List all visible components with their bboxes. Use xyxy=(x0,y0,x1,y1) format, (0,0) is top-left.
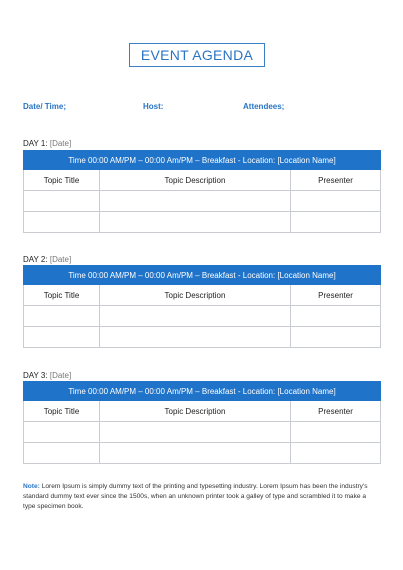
day-3-date-placeholder: [Date] xyxy=(49,371,72,380)
column-header-topic-title: Topic Title xyxy=(24,170,100,191)
day-2-label: DAY 2: xyxy=(23,255,48,264)
topic-description-cell[interactable] xyxy=(100,212,291,233)
topic-title-cell[interactable] xyxy=(24,443,100,464)
table-row xyxy=(24,306,381,327)
day-1-time-location-band: Time 00:00 AM/PM – 00:00 Am/PM – Breakfast - Location: [Location Name] xyxy=(24,151,381,170)
day-2-time-location-band: Time 00:00 AM/PM – 00:00 Am/PM – Breakfast - Location: [Location Name] xyxy=(24,266,381,285)
attendees-label: Attendees; xyxy=(243,102,285,111)
topic-title-cell[interactable] xyxy=(24,306,100,327)
day-3-time-location-band: Time 00:00 AM/PM – 00:00 Am/PM – Breakfast - Location: [Location Name] xyxy=(24,382,381,401)
presenter-cell[interactable] xyxy=(291,327,381,348)
topic-title-cell[interactable] xyxy=(24,212,100,233)
topic-description-cell[interactable] xyxy=(100,306,291,327)
topic-title-cell[interactable] xyxy=(24,422,100,443)
presenter-cell[interactable] xyxy=(291,306,381,327)
column-header-presenter: Presenter xyxy=(291,285,381,306)
note-text: Lorem Ipsum is simply dummy text of the printing and typesetting industry. Lorem Ipsum has been the industry's standard dummy text ever since the 1500s, when an unknown printer took a galley of type and scrambled it to make a type specimen book. xyxy=(23,483,368,510)
note-paragraph xyxy=(23,482,380,512)
presenter-cell[interactable] xyxy=(291,443,381,464)
note-label: Note: xyxy=(23,483,40,490)
topic-description-cell[interactable] xyxy=(100,443,291,464)
column-header-topic-title: Topic Title xyxy=(24,285,100,306)
day-1-label: DAY 1: xyxy=(23,139,48,148)
presenter-cell[interactable] xyxy=(291,422,381,443)
column-header-topic-description: Topic Description xyxy=(100,401,291,422)
topic-description-cell[interactable] xyxy=(100,327,291,348)
page-title: EVENT AGENDA xyxy=(129,43,265,67)
day-2-heading xyxy=(23,255,71,264)
column-header-topic-title: Topic Title xyxy=(24,401,100,422)
table-row xyxy=(24,443,381,464)
presenter-cell[interactable] xyxy=(291,191,381,212)
presenter-cell[interactable] xyxy=(291,212,381,233)
date-time-label: Date/ Time; xyxy=(23,102,66,111)
table-row xyxy=(24,327,381,348)
column-header-topic-description: Topic Description xyxy=(100,170,291,191)
topic-description-cell[interactable] xyxy=(100,191,291,212)
column-header-topic-description: Topic Description xyxy=(100,285,291,306)
topic-description-cell[interactable] xyxy=(100,422,291,443)
topic-title-cell[interactable] xyxy=(24,327,100,348)
day-3-label: DAY 3: xyxy=(23,371,48,380)
table-row xyxy=(24,212,381,233)
column-header-presenter: Presenter xyxy=(291,170,381,191)
day-2-date-placeholder: [Date] xyxy=(49,255,72,264)
day-2-table xyxy=(23,265,381,348)
day-3-heading xyxy=(23,371,71,380)
table-row xyxy=(24,422,381,443)
topic-title-cell[interactable] xyxy=(24,191,100,212)
day-1-heading xyxy=(23,139,71,148)
day-1-date-placeholder: [Date] xyxy=(49,139,72,148)
column-header-presenter: Presenter xyxy=(291,401,381,422)
day-1-table xyxy=(23,150,381,233)
day-3-table xyxy=(23,381,381,464)
table-row xyxy=(24,191,381,212)
host-label: Host: xyxy=(143,102,164,111)
